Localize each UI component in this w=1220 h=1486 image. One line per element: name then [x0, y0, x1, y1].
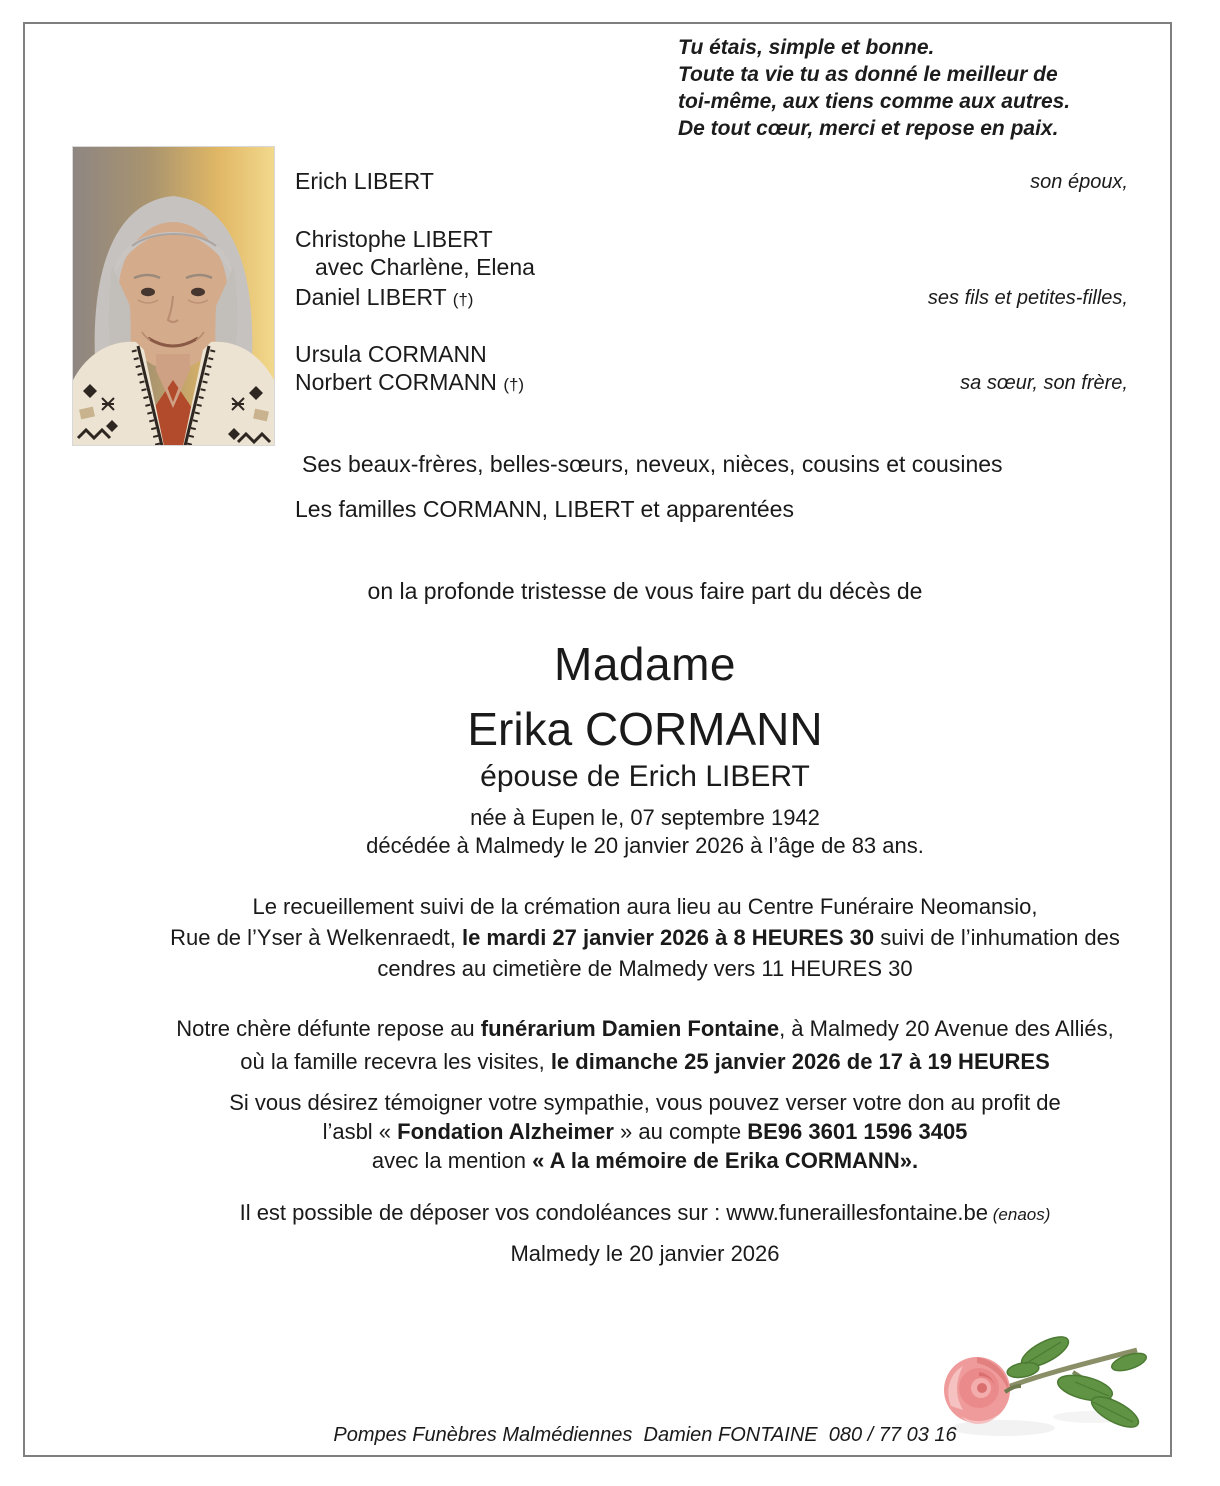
quote-line: De tout cœur, merci et repose en paix. [678, 117, 1059, 140]
deceased-portrait-photo [72, 146, 275, 446]
quote-line: Tu étais, simple et bonne. [678, 36, 935, 59]
relation-siblings: sa sœur, son frère, [960, 372, 1128, 394]
donation-line-2: l’asbl « Fondation Alzheimer » au compte BE96 3601 1596 3405 [322, 1119, 968, 1144]
families-line: Les familles CORMANN, LIBERT et apparentées [295, 496, 794, 522]
ceremony-line-2: Rue de l’Yser à Welkenraedt, le mardi 27 janvier 2026 à 8 HEURES 30 suivi de l’inhumation des [170, 925, 1120, 950]
donation-line-1: Si vous désirez témoigner votre sympathie, vous pouvez verser votre don au profit de [229, 1090, 1061, 1115]
ceremony-line-1: Le recueillement suivi de la crémation aura lieu au Centre Funéraire Neomansio, [252, 894, 1038, 919]
relation-sons: ses fils et petites-filles, [927, 287, 1128, 309]
name-granddaughters: avec Charlène, Elena [315, 254, 535, 280]
name-son-daniel: Daniel LIBERT (†) [295, 284, 474, 310]
death-line: décédée à Malmedy le 20 janvier 2026 à l’âge de 83 ans. [366, 833, 924, 858]
ceremony-paragraph [70, 891, 1220, 984]
deceased-spouse-line: épouse de Erich LIBERT [480, 760, 810, 793]
visitation-paragraph [70, 1012, 1220, 1078]
funeral-home-footer: Pompes Funèbres Malmédiennes Damien FONTAINE 080 / 77 03 16 [333, 1424, 957, 1446]
extended-family-line: Ses beaux-frères, belles-sœurs, neveux, nièces, cousins et cousines [302, 451, 1003, 477]
dateline: Malmedy le 20 janvier 2026 [510, 1241, 780, 1266]
name-son-christophe: Christophe LIBERT [295, 226, 493, 252]
quote-line: Toute ta vie tu as donné le meilleur de [678, 63, 1058, 86]
donation-paragraph [70, 1088, 1220, 1175]
deceased-cross-mark: (†) [452, 290, 474, 309]
deceased-cross-mark: (†) [503, 375, 525, 394]
memorial-quote [678, 34, 1070, 142]
quote-line: toi-même, aux tiens comme aux autres. [678, 90, 1071, 113]
visitation-line-1: Notre chère défunte repose au funérarium Damien Fontaine, à Malmedy 20 Avenue des Alliés, [176, 1016, 1114, 1041]
birth-line: née à Eupen le, 07 septembre 1942 [470, 805, 820, 830]
deceased-name: Erika CORMANN [467, 703, 823, 755]
donation-line-3: avec la mention « A la mémoire de Erika CORMANN». [371, 1148, 919, 1173]
relation-husband: son époux, [1030, 171, 1128, 193]
announcement-intro: on la profonde tristesse de vous faire part du décès de [367, 578, 923, 604]
ceremony-line-3: cendres au cimetière de Malmedy vers 11 HEURES 30 [377, 956, 913, 981]
name-sister: Ursula CORMANN [295, 341, 487, 367]
condolences-line: Il est possible de déposer vos condoléances sur : www.funeraillesfontaine.be (enaos) [239, 1200, 1051, 1225]
deceased-title: Madame [554, 638, 736, 690]
name-brother: Norbert CORMANN (†) [295, 369, 525, 395]
visitation-line-2: où la famille recevra les visites, le dimanche 25 janvier 2026 de 17 à 19 HEURES [240, 1049, 1050, 1074]
name-husband: Erich LIBERT [295, 168, 434, 194]
enaos-note: (enaos) [988, 1205, 1051, 1224]
